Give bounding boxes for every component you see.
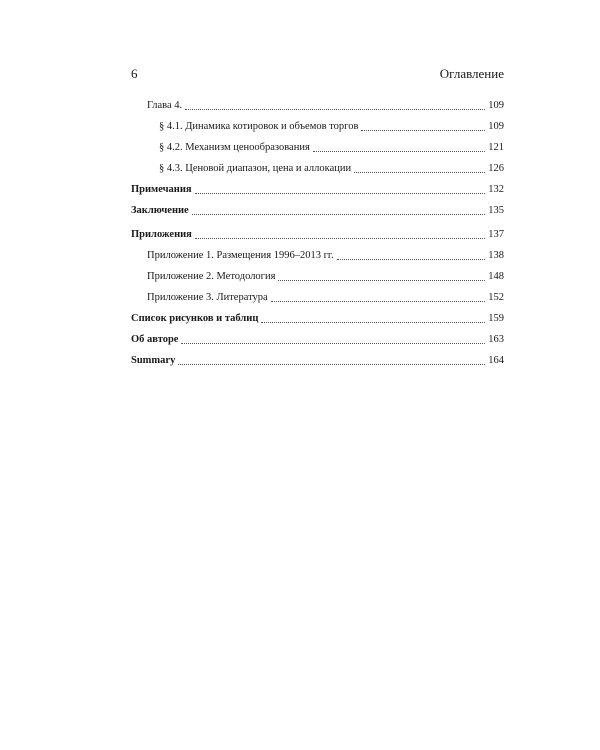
toc-entry[interactable] [131, 229, 504, 243]
toc-entry-page: 148 [488, 271, 504, 282]
toc-entry[interactable] [131, 100, 504, 114]
running-title: Оглавление [439, 66, 504, 81]
toc-entry-page: 109 [488, 100, 504, 111]
dot-leader [195, 229, 485, 239]
toc-entry-page: 138 [488, 250, 504, 261]
toc-entry[interactable] [131, 205, 504, 219]
toc-entry-page: 159 [488, 313, 504, 324]
toc-entry-title: Список рисунков и таблиц [131, 313, 259, 324]
toc-entry-title: Об авторе [131, 334, 179, 345]
toc-entry[interactable] [131, 334, 504, 348]
toc-entry-title: Summary [131, 355, 176, 366]
toc-entry-title: § 4.2. Механизм ценообразования [159, 142, 310, 153]
toc-entry[interactable] [131, 313, 504, 327]
dot-leader [354, 163, 485, 173]
toc-entry[interactable] [131, 142, 504, 156]
toc-entry-title: Приложение 3. Литература [147, 292, 268, 303]
dot-leader [192, 205, 485, 215]
toc-entry-title: Приложение 1. Размещения 1996–2013 гг. [147, 250, 334, 261]
toc-entry[interactable] [131, 121, 504, 135]
toc-entry-page: 164 [488, 355, 504, 366]
toc-entry[interactable] [131, 271, 504, 285]
toc-entry-page: 121 [488, 142, 504, 153]
toc-entry[interactable] [131, 163, 504, 177]
dot-leader [261, 313, 485, 323]
toc-entry-page: 135 [488, 205, 504, 216]
dot-leader [185, 100, 485, 110]
toc-entry-title: Заключение [131, 205, 189, 216]
toc-entry[interactable] [131, 250, 504, 264]
dot-leader [361, 121, 485, 131]
dot-leader [181, 334, 485, 344]
dot-leader [337, 250, 485, 260]
toc-entry-title: Глава 4. [147, 100, 183, 111]
toc-entry[interactable] [131, 184, 504, 198]
dot-leader [271, 292, 485, 302]
toc-entry-title: Приложения [131, 229, 192, 240]
toc-entry-page: 163 [488, 334, 504, 345]
toc-entry[interactable] [131, 292, 504, 306]
dot-leader [278, 271, 485, 281]
toc-entry-title: § 4.3. Ценовой диапазон, цена и аллокации [159, 163, 352, 174]
toc-entry-page: 132 [488, 184, 504, 195]
toc-entry-page: 137 [488, 229, 504, 240]
dot-leader [313, 142, 485, 152]
toc-entry-title: Приложение 2. Методология [147, 271, 276, 282]
toc-entry-title: § 4.1. Динамика котировок и объемов торгов [159, 121, 359, 132]
page-number: 6 [131, 66, 138, 81]
dot-leader [178, 355, 485, 365]
toc-entry-title: Примечания [131, 184, 192, 195]
dot-leader [195, 184, 485, 194]
toc-entry[interactable] [131, 355, 504, 369]
page-header [131, 66, 504, 82]
toc-entry-page: 126 [488, 163, 504, 174]
toc-entry-page: 152 [488, 292, 504, 303]
toc-entry-page: 109 [488, 121, 504, 132]
